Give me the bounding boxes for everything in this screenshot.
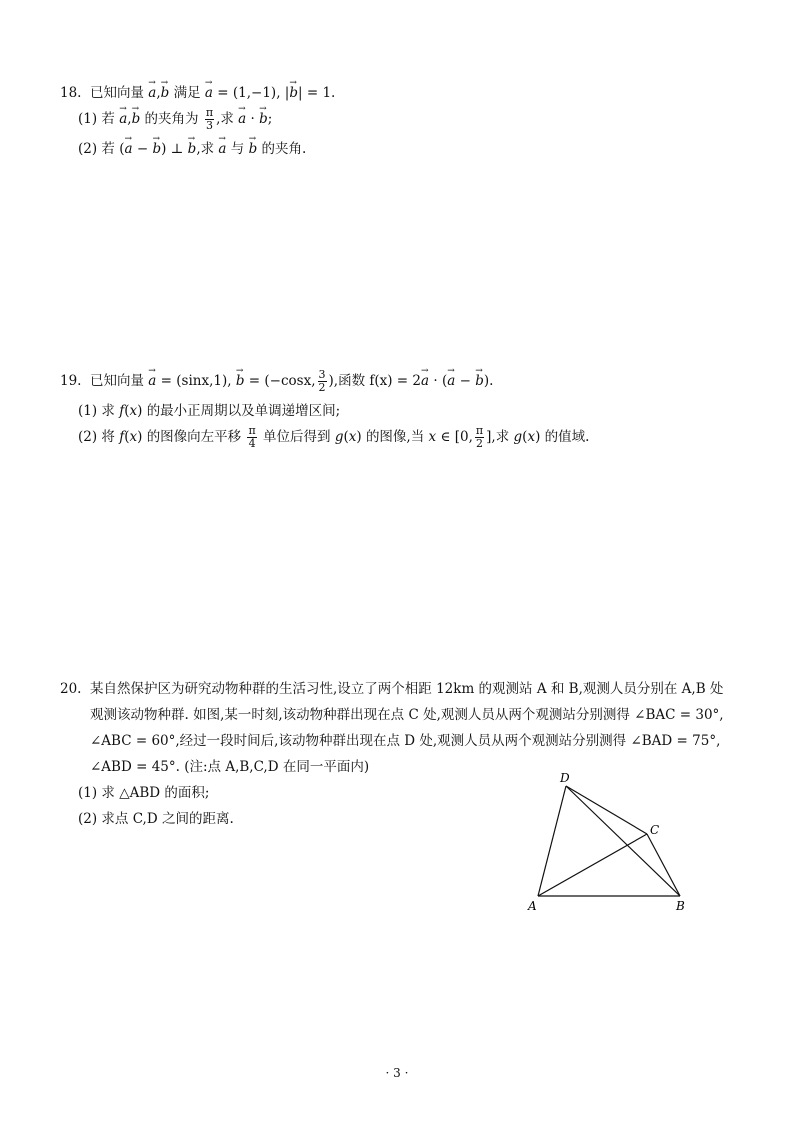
problem-18-part-1: (1) 若 → a,→ b 的夹角为 $\frac{\pi}{3}$ ,求 → a · → b; — [60, 106, 750, 136]
fraction-pi-over-4: $\frac{\pi}{4}$ — [248, 424, 256, 450]
fraction-3-over-2: $\frac{3}{2}$ — [318, 368, 326, 394]
vector-b: → b — [289, 80, 298, 106]
problem-20-line-4: ∠ABD = 45°. (注:点 A,B,C,D 在同一平面内) — [90, 759, 370, 775]
vector-a-value: (1,−1) — [232, 85, 277, 101]
segment-BC — [647, 834, 680, 896]
problem-18 — [60, 80, 750, 162]
problem-20-line-1: 20. 某自然保护区为研究动物种群的生活习性,设立了两个相距 12km 的观测站 A 和 B,观测人员分别在 A,B 处 — [60, 681, 724, 697]
problem-19-part-1: (1) 求 f(x) 的最小正周期以及单调递增区间; — [78, 403, 341, 419]
problem-19-part-2: (2) 将 f(x) 的图像向左平移 $\frac{\pi}{4}$ 单位后得到 g(x) 的图像,当 x ∈ [0, $\frac{\pi}{2}$ ],求 g(x) 的值域. — [78, 424, 590, 450]
segment-AC — [538, 834, 647, 896]
problem-19-stem: 19. 已知向量 → a = (sinx,1), → b = (−cosx, $\frac{3}{2}$ ),函数 f(x) = 2→ a · (→ a − → b). — [60, 368, 750, 398]
problem-20-line-3: ∠ABC = 60°,经过一段时间后,该动物种群出现在点 D 处,观测人员从两个观测站分别测得 ∠BAD = 75°, — [90, 733, 721, 749]
vector-a: → a — [205, 80, 213, 106]
problem-18-stem: 18. 已知向量 → a,→ b 满足 → a = (1,−1), |→ b| = 1. — [60, 80, 750, 106]
label-D: D — [560, 771, 570, 785]
segment-BD — [566, 786, 680, 896]
fraction-pi-over-2: $\frac{\pi}{2}$ — [475, 424, 484, 450]
segment-AD — [538, 786, 566, 896]
vector-b: → b — [161, 80, 170, 106]
vector-a: → a — [148, 80, 156, 106]
stem-prefix: 已知向量 — [90, 85, 144, 101]
label-B: B — [676, 899, 685, 913]
stem-norm: = 1. — [306, 85, 336, 101]
geometry-figure — [520, 768, 700, 918]
problem-19 — [60, 368, 750, 454]
page-number: · 3 · — [385, 1066, 409, 1080]
segment-CD — [566, 786, 647, 834]
stem-mid: 满足 — [173, 85, 201, 101]
problem-number: 18. — [60, 85, 82, 101]
problem-20-part-1: (1) 求 △ABD 的面积; — [78, 785, 210, 801]
problem-20-line-2: 观测该动物种群. 如图,某一时刻,该动物种群出现在点 C 处,观测人员从两个观测站分别测得 ∠BAC = 30°, — [90, 707, 724, 723]
fraction-pi-over-3: $\frac{\pi}{3}$ — [205, 106, 214, 132]
label-C: C — [650, 823, 660, 837]
problem-20-part-2: (2) 求点 C,D 之间的距离. — [78, 811, 234, 827]
label-A: A — [528, 899, 537, 913]
problem-18-part-2: (2) 若 (→ a − → b) ⊥ → b,求 → a 与 → b 的夹角. — [60, 136, 750, 162]
